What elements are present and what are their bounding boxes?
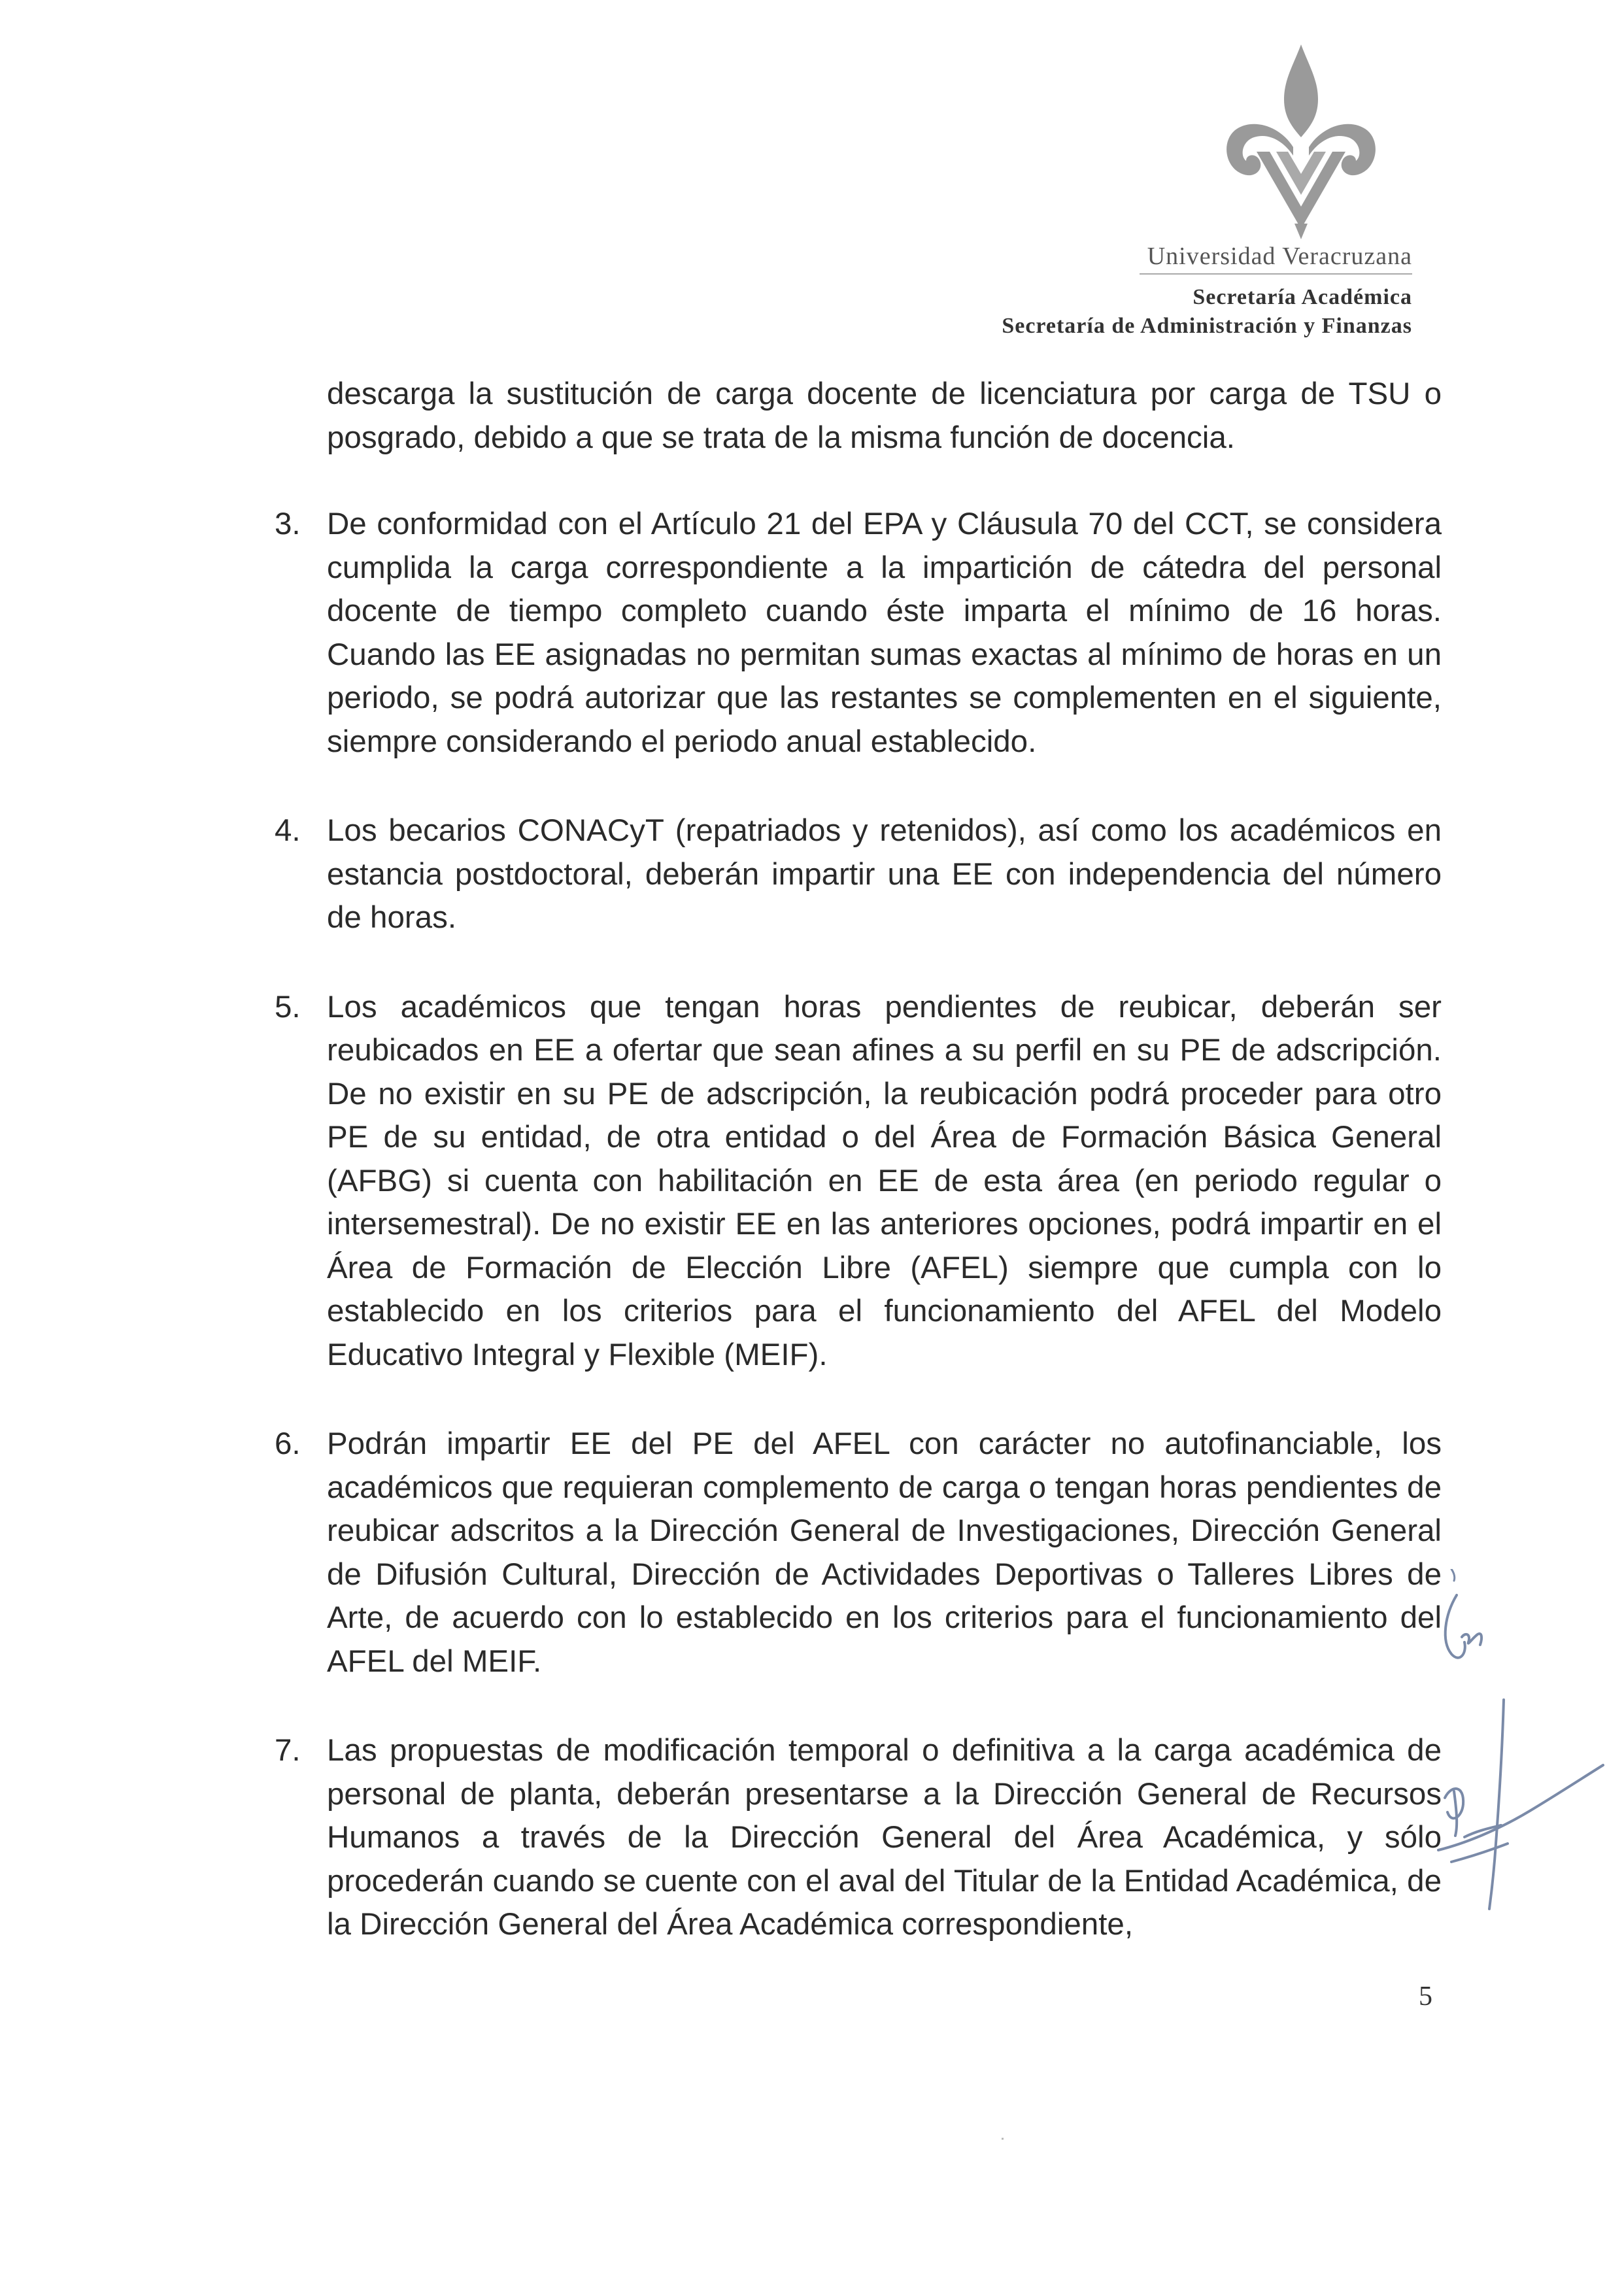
list-item: [275, 1423, 1442, 1683]
page-number: 5: [1419, 1982, 1432, 2012]
university-logo-icon: [1216, 39, 1386, 248]
list-item: [275, 809, 1442, 940]
scan-speck: [1002, 2138, 1004, 2140]
document-body: [275, 373, 1442, 1993]
secretaria-academica-label: Secretaría Académica: [1193, 285, 1412, 309]
list-item-number: 3.: [275, 507, 301, 541]
institution-header: [850, 242, 1412, 339]
list-item-text: Las propuestas de modificación temporal o definitiva a la carga académica de personal de planta, deberán presentarse a la Dirección General de Recursos Humanos a través de la Dirección General del Área Académica, y sólo procederán cuando se cuente con el aval del Titular de la Entidad Académica, de la Dirección General del Área Académica correspondiente,: [327, 1733, 1442, 1942]
list-item: [275, 986, 1442, 1377]
list-item-number: 6.: [275, 1426, 301, 1461]
list-item-number: 5.: [275, 989, 301, 1024]
list-item-number: 4.: [275, 813, 301, 848]
list-item-text: De conformidad con el Artículo 21 del EPA y Cláusula 70 del CCT, se considera cumplida la carga correspondiente a la impartición de cátedra del personal docente de tiempo completo cuando éste imparta el mínimo de 16 horas. Cuando las EE asignadas no permitan sumas exactas al mínimo de horas en un periodo, se podrá autorizar que las restantes se complementen en el siguiente, siempre considerando el periodo anual establecido.: [327, 507, 1442, 759]
margin-signature-icon: [1425, 1569, 1621, 1987]
list-item: [275, 1729, 1442, 1947]
list-item-number: 7.: [275, 1733, 301, 1768]
list-item-text: Los becarios CONACyT (repatriados y retenidos), así como los académicos en estancia postdoctoral, deberán impartir una EE con independencia del número de horas.: [327, 813, 1442, 935]
list-item-text: Podrán impartir EE del PE del AFEL con carácter no autofinanciable, los académicos que requieran complemento de carga o tengan horas pendientes de reubicar adscritos a la Dirección General de Investigaciones, Dirección General de Difusión Cultural, Dirección de Actividades Deportivas o Talleres Libres de Arte, de acuerdo con lo establecido en los criterios para el funcionamiento del AFEL del MEIF.: [327, 1426, 1442, 1679]
continuation-paragraph: descarga la sustitución de carga docente de licenciatura por carga de TSU o posgrado, debido a que se trata de la misma función de docencia.: [327, 377, 1442, 455]
secretaria-administracion-label: Secretaría de Administración y Finanzas: [1002, 314, 1412, 338]
list-item-text: Los académicos que tengan horas pendientes de reubicar, deberán ser reubicados en EE a ofertar que sean afines a su perfil en su PE de adscripción. De no existir en su PE de adscripción, la reubicación podrá proceder para otro PE de su entidad, de otra entidad o del Área de Formación Básica General (AFBG) si cuenta con habilitación en EE de esta área (en periodo regular o intersemestral). De no existir EE en las anteriores opciones, podrá impartir en el Área de Formación de Elección Libre (AFEL) siempre que cumpla con lo establecido en los criterios para el funcionamiento del AFEL del Modelo Educativo Integral y Flexible (MEIF).: [327, 989, 1442, 1372]
institution-name: Universidad Veracruzana: [1140, 242, 1412, 275]
list-item: [275, 503, 1442, 764]
